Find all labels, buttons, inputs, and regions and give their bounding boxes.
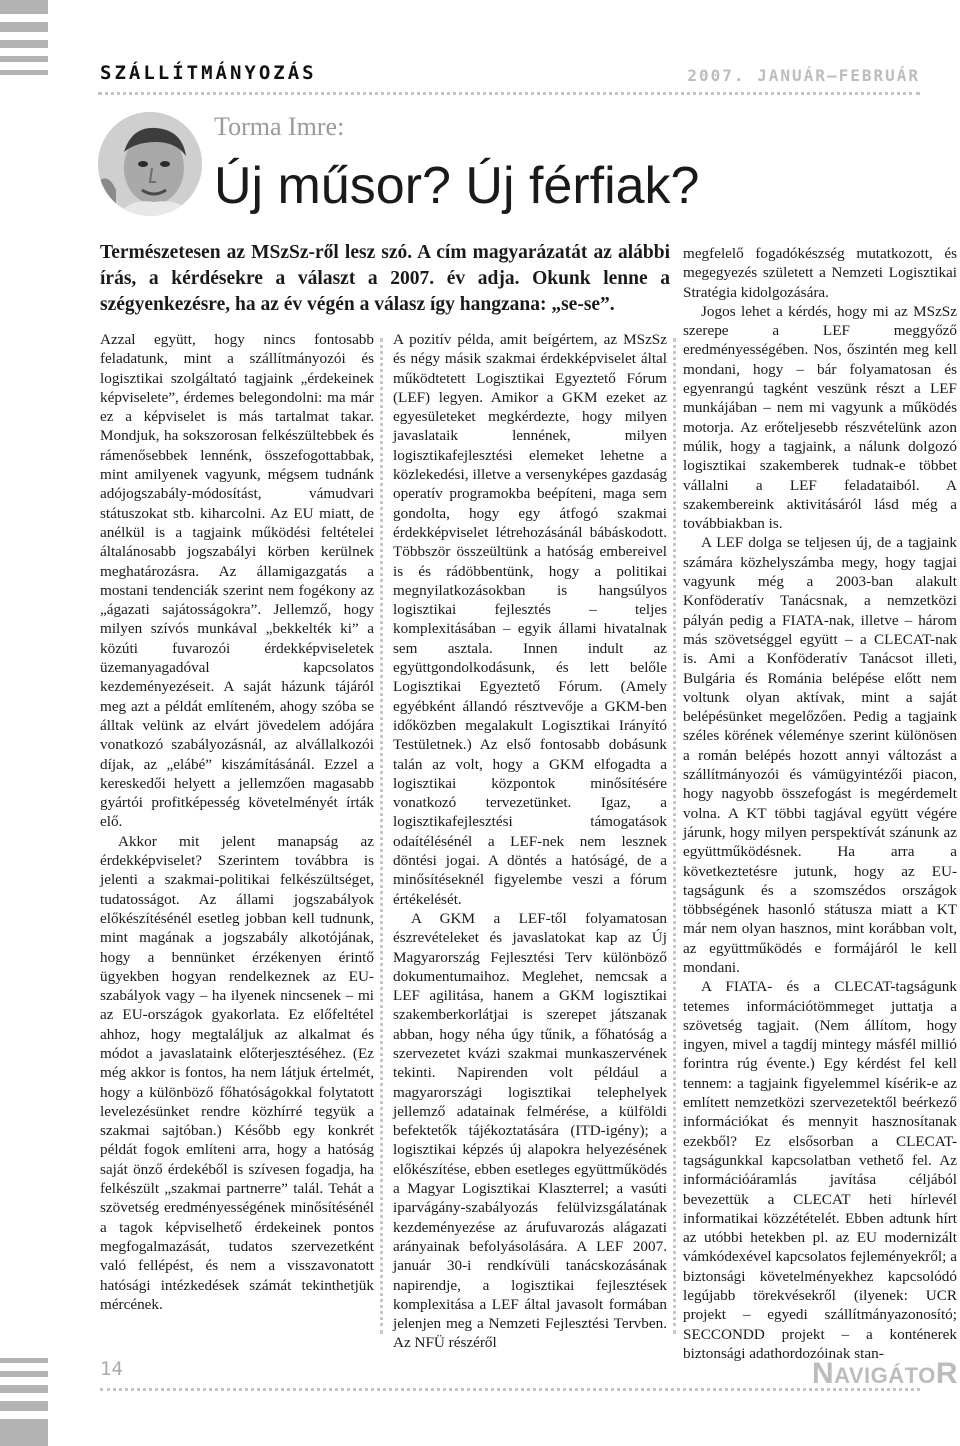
column-divider: [673, 338, 676, 1334]
article-lead: Természetesen az MSzSz-ről lesz szó. A cím magyarázatát az alábbi írás, a kérdésekre a választ a 2007. év adja. Okunk lenne a szégyenkezésre, ha az év végén a válasz így hangzana: „se-se”.: [100, 242, 670, 315]
paragraph: Azzal együtt, hogy nincs fontosabb feladatunk, mint a szállítmányozói és logisztikai szolgáltató tagjaink „érdekeinek képviselete”, érdemes belegondolni: ma már ez a képviselet is más tartalmat takar. Mondjuk, ha sokszorosan felkészültebbek és rámenősebbek lennénk, összefogottabbak, mint amilyenek vagyunk, mégsem tudnánk adójogszabály-módosítást, vámudvari státuszokat stb. kiharcolni. Az EU miatt, de anélkül is a tagjaink működési feltételei általánosabb jogszabályi körben kerülnek meghatározásra. Az államigazgatás a mostani tendenciák szerint nem fogékony az „ágazati sajátosságokra”. Jellemző, hogy milyen szívós munkával „bekkelték ki” a közúti fuvarozói érdekképviseletek üzemanyagadóval kapcsolatos kezdeményezéseit. A saját házunk tájáról meg azt a példát említeném, ahogy szóba se álltak velünk az elvárt jövedelem adójára vonatkozó szabályozásnál, az alvállalkozói díjak, az „elábé” kiszámításánál. Ezzel a kereskedői helyett a jellemzően magasabb gyártói profitképesség követelményét írták elő.: [100, 331, 374, 831]
paragraph: Jogos lehet a kérdés, hogy mi az MSzSz szerepe a LEF meggyőző eredményességében. Nos, őszintén meg kell mondani, hogy – bár folyamatosan és egyenrangú tagként veszünk részt a LEF munkájában – nem mi vagyunk a működés motorja. Az erőteljesebb részvételünk azon múlik, hogy a tagjaink, a nálunk dolgozó logisztikai szakemberek tudnak-e többet vállalni a LEF feladataiból. A szakembereink aktivitásáról lásd még a továbbiakban is.: [683, 302, 957, 533]
side-stripe-decoration: [0, 0, 56, 1446]
paragraph: A pozitív példa, amit beígértem, az MSzSz és négy másik szakmai érdekképviselet által működtetett Logisztikai Egyeztető Fórum (LEF) legyen. Amikor a GKM ezeket az egyesületeket megkérdezte, hogy milyen javaslataik lennének, milyen logisztikafejlesztési elemeket lehetne a közlekedési, illetve a versenyképes gazdaság operatív programokba beépíteni, maga sem gondolta, hogy egy átfogó szakmai érdekképviselet létrehozásánál bábáskodott. Többször összeültünk a hatóság embereivel is és rádöbbentünk, hogy a politikai megnyilatkozásokban is hangsúlyos logisztikai fejlesztés – teljes komplexitásában – egyik állami hivatalnak sem asztala. Innen indult az együttgondolkodásunk, és lett belőle Logisztikai Egyeztető Fórum. (Amely egyébként állandó résztvevője a GKM-ben időközben megalakult Logisztikai Irányító Testületnek.) Az első fontosabb dobásunk talán az volt, hogy a GKM elfogadta a logisztikai központok minősítésére vonatkozó tervezetünket. Igaz, a logisztikafejlesztési támogatások odaítélésénél a LEF-nek nem lesznek döntési jogai. A döntés a hatóságé, de a minősítéseknél figyelembe veszi a fórum értékelését.: [393, 331, 667, 908]
issue-date: 2007. JANUÁR–FEBRUÁR: [687, 66, 920, 85]
page-number: 14: [100, 1358, 123, 1380]
author-name: Torma Imre:: [214, 112, 345, 141]
section-title: SZÁLLÍTMÁNYOZÁS: [100, 62, 317, 84]
column-3: [683, 244, 957, 1363]
footer-divider: [100, 1388, 920, 1391]
paragraph: A FIATA- és a CLECAT-tagságunk tetemes információtömmeget juttatja a szövetség tagjait. (Nem állítom, hogy ingyen, mivel a tagdíj mintegy másfél millió forintra rúg évente.) Egy kérdést fel kell tennem: a tagjaink figyelemmel kísérik-e az említett nemzetközi szervezetektől beérkező információkat és mennyit hasznosítanak ezekből? Ez elsősorban a CLECAT-tagságunkkal kapcsolatban vethető fel. Az információáramlás javítása céljából bevezettük a CLECAT heti hírlevél informatikai közzétételét. Ebben adtunk hírt az utóbbi hetekben pl. az EU modernizált vámkódexével kapcsolatos fejleményekről; a biztonsági követelményekhez kapcsolódó legújabb törekvésekről (ilyenek: UCR projekt – egyedi szállítmányazonosító; SECCONDD projekt – a konténerek biztonsági adathordozóinak stan-: [683, 978, 957, 1362]
column-2: [393, 330, 667, 1353]
paragraph: megfelelő fogadókészség mutatkozott, és megegyezés született a Nemzeti Logisztikai Stratégia kidolgozására.: [683, 245, 957, 301]
column-1: [100, 330, 374, 1314]
paragraph: A LEF dolga se teljesen új, de a tagjaink számára közhelyszámba megy, hogy tagjai vagyunk még a 2003-ban alakult Konföderatív Tanácsnak, a nemzetközi pályán pedig a FIATA-nak, illetve – három más szövetséggel együtt – a CLECAT-nak is. Ami a Konföderatív Tanácsot illeti, Bulgária és Románia belépése előtt nem voltunk olyan aktívak, mint a saját belépésünket megelőzően. Pedig a tagjaink széles körének véleménye szerint különösen a román belépés hozott annyi változást a szállítmányozói és vámügyintézői piacon, hogy nagyobb összefogást is megérdemelt volna. A KT többi tagjával együtt végére járunk, hogy milyen perspektívát szánunk az együttműködésnek. Ha arra a következtetésre jutunk, hogy az EU-tagságunk és a szomszédos országok többségének hasonló státusza miatt a KT már nem olyan hasznos, mint korábban volt, az együttműködés e formájáról le kell mondani.: [683, 534, 957, 976]
logo-letter: N: [811, 1357, 835, 1390]
paragraph: Akkor mit jelent manapság az érdekképviselet? Szerintem továbbra is jelenti a szakmai-politikai felkészültséget, tudatosságot. Az állami jogszabályok előkészítésénél esetleg jobban kell tudnunk, mint magának a jogszabály alkotójának, hogy a bennünket érzékenyen érintő ügyekben hogyan rendelkeznek az EU-szabályok vagy – ha ilyenek nincsenek – mi az EU-országok gyakorlata. Ez előfeltétel ahhoz, hogy megtaláljuk az alkalmat és módot a javaslataink előterjesztéséhez. (Ez még akkor is fontos, ha nem látjuk értelmét, hogy a különböző főhatóságokkal folytatott levelezésünket rendre közhírré tegyük a szakmai sajtóban.) Később egy konkrét példát fogok említeni arra, hogy a hatóság saját önző érdekéből is szívesen fogadja, ha felkészült „szakmai partnerre” talál. Tehát a szövetség eredményességének minősítésénél a tagok képviselhető érdekeinek pontos megfogalmazását, tudatos szervezetként való fellépést, és nem a visszavonatott hatósági intézkedések számát tekinthetjük mércének.: [100, 832, 374, 1313]
logo-letter: R: [935, 1357, 958, 1390]
article-title: Új műsor? Új férfiak?: [214, 157, 700, 215]
column-divider: [380, 338, 383, 1334]
header-divider: [98, 92, 920, 95]
author-photo: [98, 112, 202, 216]
magazine-logo: [812, 1357, 958, 1391]
paragraph: A GKM a LEF-től folyamatosan észrevételeket és javaslatokat kap az Új Magyarország Fejlesztési Terv különböző dokumentumaihoz. Meglehet, nemcsak a LEF agilitása, hanem a GKM logisztikai szakemberkorlátjai is szerepet játszanak abban, hogy néha úgy tűnik, a főhatóság a szervezetet kvázi szakmai munkaszervének tekinti. Napirenden volt például a magyarországi logisztikai telephelyek jellemző adatainak felmérése, a külföldi befektetők tájékoztatására (ITD-igény); a logisztikai képzés új alapokra helyezésének előkészítése, ebben esetleges együttműködés a Magyar Logisztikai Klaszterrel; a vasúti iparvágány-szabályozás felülvizsgálatának kezdeményezése az árufuvarozás alágazati arányainak befolyásolására. A LEF 2007. január 30-i rendkívüli tanácskozásának napirendje, a logisztikai fejlesztések komplexitása a LEF által javasolt formában jelenjen meg a Nemzeti Fejlesztési Tervben. Az NFÜ részéről: [393, 909, 667, 1352]
logo-letters: AVIGÁTO: [834, 1363, 936, 1388]
